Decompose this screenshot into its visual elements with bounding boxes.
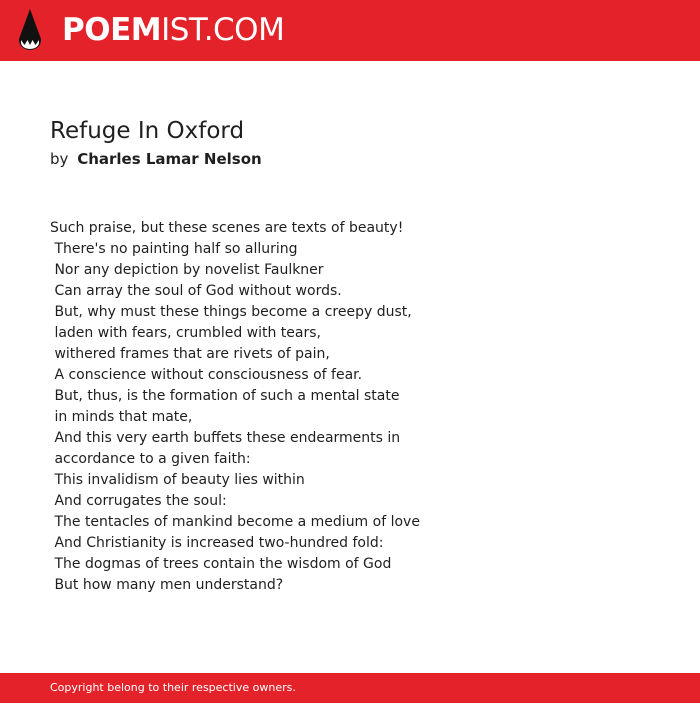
poem-line: Can array the soul of God without words.	[50, 283, 342, 299]
brand-light: IST.COM	[161, 12, 285, 48]
poem-line: withered frames that are rivets of pain,	[50, 346, 330, 362]
poem-line: A conscience without consciousness of fear.	[50, 367, 363, 383]
byline	[50, 148, 262, 170]
poem-line: There's no painting half so alluring	[50, 241, 298, 257]
by-label: by	[50, 150, 69, 168]
site-footer	[0, 673, 700, 703]
poem-body	[50, 218, 650, 596]
author-name[interactable]: Charles Lamar Nelson	[77, 150, 262, 168]
brand-bold: POEM	[62, 12, 162, 48]
poem-line: And corrugates the soul:	[50, 493, 227, 509]
poem-line: in minds that mate,	[50, 409, 193, 425]
poem-line: accordance to a given faith:	[50, 451, 251, 467]
poem-title: Refuge In Oxford	[50, 118, 245, 144]
site-logo-link[interactable]	[62, 12, 284, 48]
poem-line: The tentacles of mankind become a medium of love	[50, 514, 420, 530]
pencil-tip-icon[interactable]	[17, 9, 43, 51]
poem-line: But, thus, is the formation of such a mental state	[50, 388, 400, 404]
poem-line: And Christianity is increased two-hundred fold:	[50, 535, 384, 551]
poem-line: The dogmas of trees contain the wisdom of God	[50, 556, 392, 572]
copyright-notice: Copyright belong to their respective owners.	[50, 681, 296, 694]
poem-line: And this very earth buffets these endearments in	[50, 430, 401, 446]
poem-line: But how many men understand?	[50, 577, 284, 593]
poem-line: This invalidism of beauty lies within	[50, 472, 305, 488]
site-header	[0, 0, 700, 61]
poem-line: Nor any depiction by novelist Faulkner	[50, 262, 324, 278]
poem-line: laden with fears, crumbled with tears,	[50, 325, 321, 341]
poem-line: Such praise, but these scenes are texts of beauty!	[50, 220, 404, 236]
poem-line: But, why must these things become a creepy dust,	[50, 304, 412, 320]
